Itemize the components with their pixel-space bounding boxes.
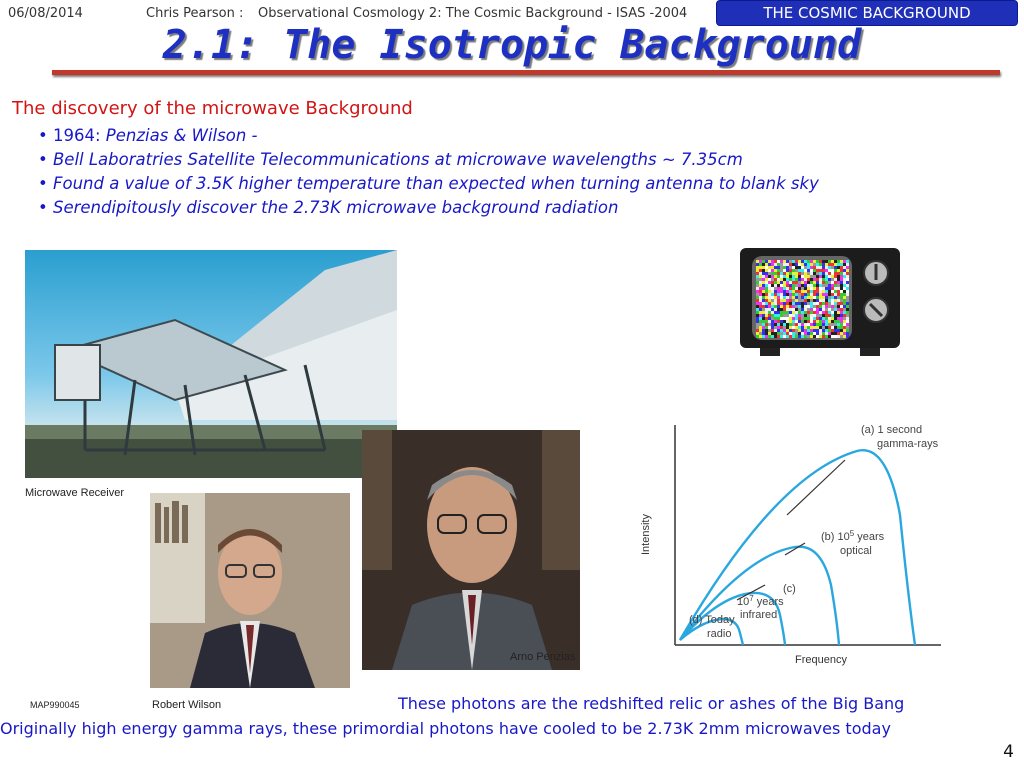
- label-c-line1: (c): [783, 583, 796, 595]
- page-number: 4: [1003, 742, 1014, 762]
- tv-static-image: [740, 248, 900, 358]
- caption-wilson: Robert Wilson: [152, 699, 222, 711]
- label-b-line2: optical: [840, 545, 872, 557]
- bullet-1964: • 1964: Penzias & Wilson -: [38, 126, 258, 145]
- title-underline: [52, 70, 1000, 75]
- label-c-line3: infrared: [740, 609, 778, 621]
- bullet-list: [38, 124, 819, 220]
- label-d-line1: (d) Today: [689, 614, 735, 626]
- bullet-1964-names: Penzias & Wilson -: [105, 126, 258, 145]
- bullet-bell-labs-text: Bell Laboratries Satellite Telecommunications at microwave wavelengths ~ 7.35cm: [52, 150, 743, 169]
- header-author: Chris Pearson :: [146, 6, 244, 21]
- label-a-line1: (a) 1 second: [861, 424, 923, 436]
- blackbody-redshift-chart: [625, 395, 951, 673]
- caption-receiver: Microwave Receiver: [25, 487, 125, 499]
- label-c-line2: $10^7$ years: [737, 594, 784, 608]
- bullet-1964-prefix: 1964:: [52, 126, 106, 145]
- bullet-bell-labs: • Bell Laboratries Satellite Telecommunications at microwave wavelengths ~ 7.35cm: [38, 150, 743, 169]
- bullet-serendipitous: • Serendipitously discover the 2.73K microwave background radiation: [38, 198, 619, 217]
- header-date: 06/08/2014: [8, 6, 83, 21]
- subtitle: The discovery of the microwave Background: [12, 98, 413, 119]
- slide-title: 2.1: The Isotropic Background: [162, 22, 862, 68]
- header-course: Observational Cosmology 2: The Cosmic Background - ISAS -2004: [258, 6, 688, 21]
- horn-antenna-illustration: [25, 250, 397, 478]
- note-line-1: These photons are the redshifted relic or ashes of the Big Bang: [398, 694, 905, 713]
- note-line-2: Originally high energy gamma rays, these primordial photons have cooled to be 2.73K 2mm microwaves today: [0, 719, 891, 738]
- robert-wilson-photo: [150, 493, 350, 688]
- label-d-line2: radio: [707, 628, 732, 640]
- bullet-serendipitous-text: Serendipitously discover the 2.73K microwave background radiation: [52, 198, 619, 217]
- caption-penzias: Arno Penzias: [510, 651, 576, 663]
- label-b-line1: (b) $10^5$ years: [821, 529, 885, 543]
- bullet-found-value-text: Found a value of 3.5K higher temperature than expected when turning antenna to blank sky: [52, 174, 819, 193]
- section-tag: THE COSMIC BACKGROUND: [716, 0, 1018, 26]
- x-axis-label: Frequency: [795, 654, 847, 666]
- bullet-found-value: • Found a value of 3.5K higher temperature than expected when turning antenna to blank sky: [38, 174, 819, 193]
- label-a-line2: gamma-rays: [877, 438, 939, 450]
- arno-penzias-photo: [362, 430, 580, 670]
- antenna-photo: [25, 250, 397, 478]
- y-axis-label: Intensity: [640, 514, 652, 555]
- caption-map-id: MAP990045: [30, 700, 80, 710]
